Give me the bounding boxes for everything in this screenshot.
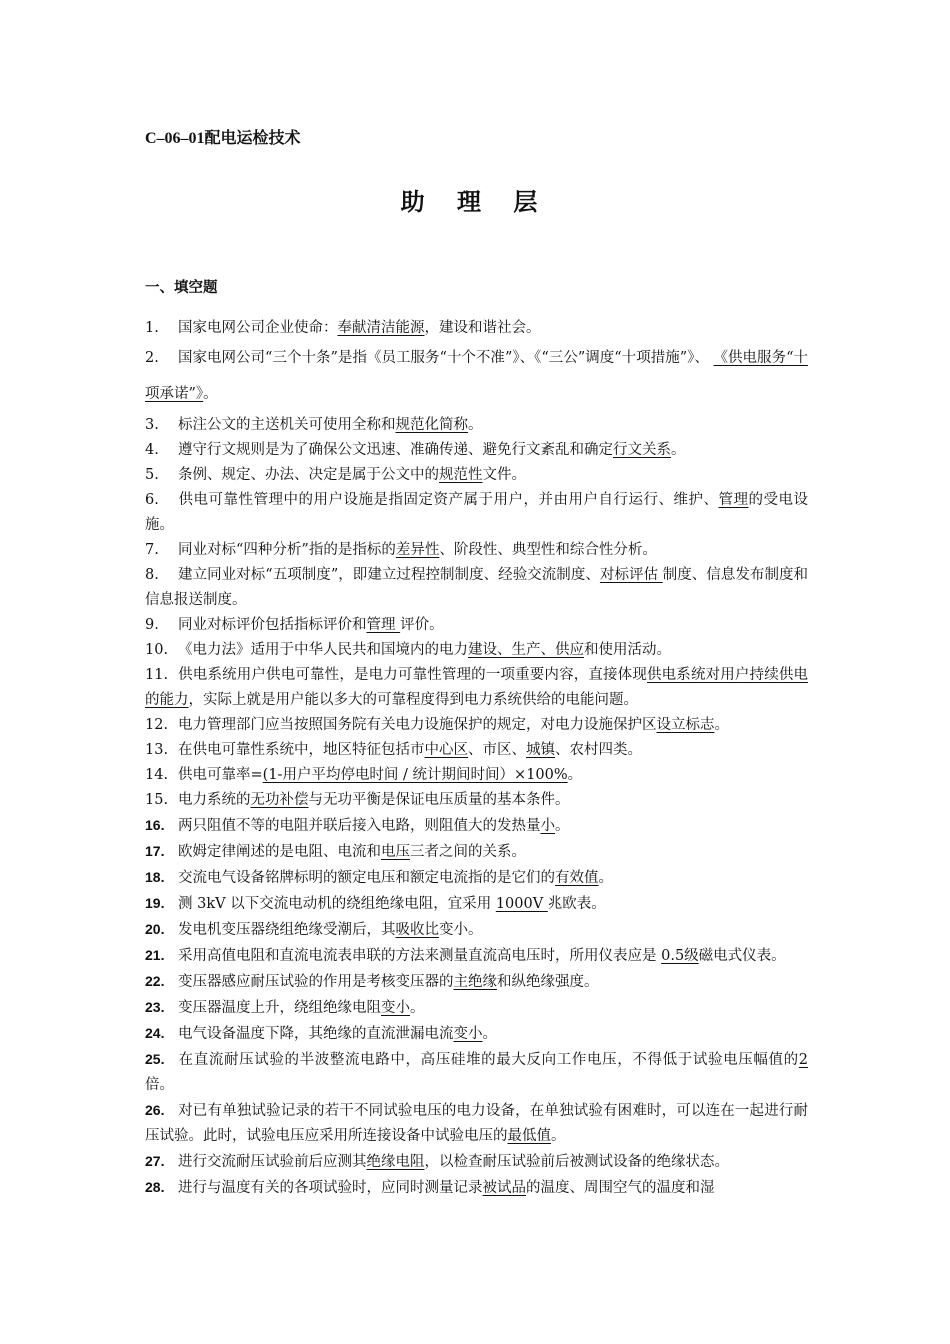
list-item bbox=[145, 1175, 808, 1201]
answer-blank: 建设、生产、供应 bbox=[468, 642, 584, 658]
item-text: 对已有单独试验记录的若干不同试验电压的电力设备，在单独试验有困难时，可以连在一起进行耐压试验。此时，试验电压应采用所连接设备中试验电压的 bbox=[145, 1103, 808, 1144]
item-number: 22. bbox=[145, 973, 165, 989]
answer-blank: 电压 bbox=[381, 844, 410, 860]
item-text: 磁电式仪表。 bbox=[698, 948, 786, 964]
item-number: 7. bbox=[145, 542, 159, 558]
item-text: 两只阻值不等的电阻并联后接入电路，则阻值大的发热量 bbox=[178, 818, 541, 834]
list-item bbox=[145, 891, 808, 917]
list-item bbox=[145, 865, 808, 891]
list-item bbox=[145, 995, 808, 1021]
item-number: 18. bbox=[145, 869, 165, 885]
item-number: 10. bbox=[145, 642, 169, 658]
list-item bbox=[145, 563, 808, 613]
item-text: 电力系统的 bbox=[178, 792, 251, 808]
answer-blank: 差异性 bbox=[395, 542, 440, 558]
item-number: 23. bbox=[145, 999, 165, 1015]
item-text: 和纵绝缘强度。 bbox=[497, 974, 599, 990]
item-text: 。 bbox=[410, 1000, 425, 1016]
item-text: 。 bbox=[551, 1128, 566, 1144]
item-text: 《电力法》适用于中华人民共和国境内的电力 bbox=[178, 642, 468, 658]
list-item bbox=[145, 438, 808, 463]
item-number: 8. bbox=[145, 567, 159, 583]
list-item bbox=[145, 763, 808, 788]
list-item bbox=[145, 1098, 808, 1149]
answer-blank: 1000V bbox=[495, 896, 548, 912]
item-number: 12. bbox=[145, 717, 169, 733]
item-number: 1. bbox=[145, 320, 159, 336]
item-text: 、市区、 bbox=[468, 742, 526, 758]
section-title: 一、填空题 bbox=[145, 279, 218, 296]
item-text: 采用高值电阻和直流电流表串联的方法来测量直流高电压时，所用仪表应是 bbox=[178, 948, 662, 964]
item-number: 27. bbox=[145, 1153, 165, 1169]
list-item bbox=[145, 1021, 808, 1047]
answer-blank: 规范性 bbox=[439, 467, 483, 483]
item-text: 进行交流耐压试验前后应测其 bbox=[178, 1154, 367, 1170]
level-title: 助 理 层 bbox=[400, 187, 550, 216]
answer-blank: 规范化简称 bbox=[395, 417, 468, 433]
item-number: 19. bbox=[145, 895, 165, 911]
list-item bbox=[145, 340, 808, 412]
answer-blank: 设立标志 bbox=[656, 717, 715, 733]
item-text: 的受电设施。 bbox=[145, 492, 808, 533]
answer-blank: 变小 bbox=[453, 1026, 483, 1042]
item-text: 。 bbox=[203, 386, 218, 402]
item-text: 与无功平衡是保证电压质量的基本条件。 bbox=[308, 792, 570, 808]
item-number: 21. bbox=[145, 947, 165, 963]
list-item bbox=[145, 463, 808, 488]
item-text: 文件。 bbox=[482, 467, 526, 483]
item-text: 交流电气设备铭牌标明的额定电压和额定电流指的是它们的 bbox=[178, 870, 555, 886]
answer-blank: 中心区 bbox=[424, 742, 468, 758]
answer-blank: (1-用户平均停电时间 / 统计期间时间）×100% bbox=[262, 767, 568, 783]
item-text: 供电可靠性管理中的用户设施是指固定资产属于用户，并由用户自行运行、维护、 bbox=[178, 492, 719, 508]
item-text: 。 bbox=[555, 818, 570, 834]
item-number: 28. bbox=[145, 1179, 165, 1195]
item-number: 2. bbox=[145, 350, 159, 366]
item-text: 制度、信息发布制度和信息报送制度。 bbox=[145, 567, 809, 608]
course-code: C–06–01配电运检技术 bbox=[145, 130, 301, 147]
item-text: 、农村四类。 bbox=[555, 742, 642, 758]
item-text: 遵守行文规则是为了确保公文迅速、准确传递、避免行文紊乱和确定 bbox=[178, 442, 613, 458]
item-number: 9. bbox=[145, 617, 159, 633]
list-item bbox=[145, 713, 808, 738]
item-number: 11. bbox=[145, 667, 169, 683]
item-text: 发电机变压器绕组绝缘受潮后，其 bbox=[178, 922, 396, 938]
item-text: 电气设备温度下降，其绝缘的直流泄漏电流 bbox=[178, 1026, 454, 1042]
item-text: 。 bbox=[482, 1026, 497, 1042]
answer-blank: 变小 bbox=[381, 1000, 410, 1016]
list-item bbox=[145, 638, 808, 663]
item-text: 变压器温度上升，绕组绝缘电阻 bbox=[178, 1000, 381, 1016]
item-number: 5. bbox=[145, 467, 159, 483]
answer-blank: 小 bbox=[540, 818, 555, 834]
item-number: 20. bbox=[145, 921, 165, 937]
item-text: 供电系统用户供电可靠性，是电力可靠性管理的一项重要内容，直接体现 bbox=[178, 667, 647, 683]
item-text: 在供电可靠性系统中，地区特征包括市 bbox=[178, 742, 425, 758]
answer-blank: 吸收比 bbox=[395, 922, 439, 938]
item-number: 17. bbox=[145, 843, 165, 859]
list-item bbox=[145, 813, 808, 839]
item-text: 。 bbox=[598, 870, 613, 886]
answer-blank: 最低值 bbox=[507, 1128, 551, 1144]
list-item bbox=[145, 488, 808, 538]
list-item bbox=[145, 1047, 808, 1098]
list-item bbox=[145, 839, 808, 865]
item-text: 。 bbox=[714, 717, 729, 733]
answer-blank: 绝缘电阻 bbox=[366, 1154, 425, 1170]
answer-blank: 《供电服务“十项承诺”》 bbox=[145, 350, 808, 402]
item-number: 6. bbox=[145, 492, 159, 508]
item-text: 。 bbox=[468, 417, 483, 433]
item-text: 评价。 bbox=[400, 617, 444, 633]
answer-blank: 有效值 bbox=[555, 870, 599, 886]
item-text: 建立同业对标“五项制度”，即建立过程控制制度、经验交流制度、 bbox=[178, 567, 600, 583]
answer-blank: 对标评估 bbox=[599, 567, 663, 583]
item-number: 24. bbox=[145, 1025, 165, 1041]
item-number: 14. bbox=[145, 767, 169, 783]
item-text: ，实际上就是用户能以多大的可靠程度得到电力系统供给的电能问题。 bbox=[188, 692, 638, 708]
item-text: 三者之间的关系。 bbox=[410, 844, 526, 860]
item-text: 的温度、周围空气的温度和湿 bbox=[526, 1180, 715, 1196]
item-number: 26. bbox=[145, 1102, 165, 1118]
answer-blank: 被试品 bbox=[482, 1180, 526, 1196]
list-item bbox=[145, 917, 808, 943]
item-text: 倍。 bbox=[145, 1077, 174, 1093]
answer-blank: 城镇 bbox=[526, 742, 555, 758]
item-text: 测 3kV 以下交流电动机的绕组绝缘电阻，宜采用 bbox=[178, 896, 496, 912]
item-text: 标注公文的主送机关可使用全称和 bbox=[178, 417, 396, 433]
answer-blank: 行文关系 bbox=[613, 442, 671, 458]
list-item bbox=[145, 788, 808, 813]
item-text: 。 bbox=[671, 442, 686, 458]
list-item bbox=[145, 738, 808, 763]
answer-blank: 供电系统对用户持续供电的能力 bbox=[145, 667, 809, 708]
list-item bbox=[145, 538, 808, 563]
answer-blank: 奉献清洁能源 bbox=[337, 320, 425, 336]
list-item bbox=[145, 613, 808, 638]
item-text: 进行与温度有关的各项试验时，应同时测量记录 bbox=[178, 1180, 483, 1196]
item-text: 国家电网公司企业使命： bbox=[178, 320, 338, 336]
item-text: 条例、规定、办法、决定是属于公文中的 bbox=[178, 467, 439, 483]
item-text: 变压器感应耐压试验的作用是考核变压器的 bbox=[178, 974, 454, 990]
item-text: 、阶段性、典型性和综合性分析。 bbox=[439, 542, 657, 558]
answer-blank: 管理 bbox=[366, 617, 401, 633]
answer-blank: 主绝缘 bbox=[453, 974, 497, 990]
list-item bbox=[145, 663, 808, 713]
item-text: 欧姆定律阐述的是电阻、电流和 bbox=[178, 844, 381, 860]
item-text: 同业对标“四种分析”指的是指标的 bbox=[178, 542, 396, 558]
item-number: 13. bbox=[145, 742, 169, 758]
item-text: 。 bbox=[567, 767, 583, 783]
item-text: 在直流耐压试验的半波整流电路中，高压硅堆的最大反向工作电压，不得低于试验电压幅值的 bbox=[178, 1052, 799, 1068]
item-number: 4. bbox=[145, 442, 159, 458]
list-item bbox=[145, 1149, 808, 1175]
item-text: ，建设和谐社会。 bbox=[424, 320, 541, 336]
item-text: 兆欧表。 bbox=[547, 896, 606, 912]
item-text: ，以检查耐压试验前后被测试设备的绝缘状态。 bbox=[424, 1154, 729, 1170]
item-text: 变小。 bbox=[439, 922, 483, 938]
item-number: 16. bbox=[145, 817, 165, 833]
question-list bbox=[145, 310, 808, 1201]
item-number: 15. bbox=[145, 792, 169, 808]
item-text: 和使用活动。 bbox=[584, 642, 671, 658]
item-text: 供电可靠率= bbox=[178, 767, 263, 783]
list-item bbox=[145, 943, 808, 969]
item-text: 国家电网公司“三个十条”是指《员工服务“十个不准”》、《“三公”调度“十项措施”》、 bbox=[178, 350, 714, 366]
answer-blank: 0.5级 bbox=[661, 948, 699, 964]
item-text: 同业对标评价包括指标评价和 bbox=[178, 617, 367, 633]
list-item bbox=[145, 969, 808, 995]
answer-blank: 无功补偿 bbox=[250, 792, 309, 808]
list-item bbox=[145, 413, 808, 438]
answer-blank: 管理 bbox=[718, 492, 749, 508]
item-text: 电力管理部门应当按照国务院有关电力设施保护的规定，对电力设施保护区 bbox=[178, 717, 657, 733]
item-number: 3. bbox=[145, 417, 159, 433]
item-number: 25. bbox=[145, 1051, 165, 1067]
answer-blank: 2 bbox=[798, 1052, 808, 1068]
